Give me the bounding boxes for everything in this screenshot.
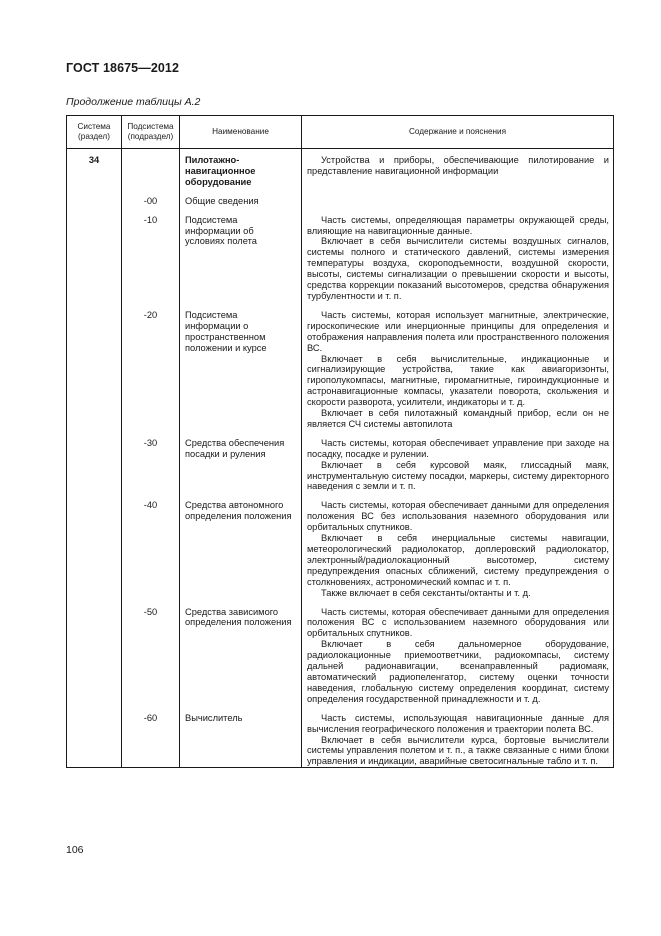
spacer-cell: [180, 705, 302, 713]
spacer-cell: [67, 430, 122, 438]
spacer-cell: [67, 492, 122, 500]
spacer-cell: [67, 188, 122, 196]
spacer-cell: [302, 599, 614, 607]
description-paragraph: Устройства и приборы, обеспечивающие пилотирование и представление навигационной информации: [307, 155, 609, 176]
spacer-cell: [122, 705, 180, 713]
cell-system-code: [67, 438, 122, 493]
cell-description: [302, 607, 614, 705]
spacer-cell: [302, 492, 614, 500]
name-text: Подсистема информации о пространственном положении и курсе: [185, 309, 267, 353]
name-text: Общие сведения: [185, 195, 259, 206]
name-text: Средства зависимого определения положения: [185, 606, 292, 628]
cell-description: [302, 713, 614, 768]
cell-name: [180, 438, 302, 493]
description-paragraph: Включает в себя вычислительные, индикационные и сигнализирующие устройства, такие как авиагоризонты, гирополукомпасы, магнитные, гиромагнитные, гироиндукционные и астронавигационные компасы, указатели поворота, скольжения и скорости разворота, усилители, индикаторы и т. д.: [307, 353, 609, 408]
cell-name: [180, 215, 302, 302]
cell-subsystem-code: -10: [122, 215, 180, 302]
row-spacer: [67, 207, 614, 215]
cell-description: [302, 149, 614, 188]
header-name: Наименование: [180, 116, 302, 149]
spacer-cell: [67, 705, 122, 713]
cell-description: [302, 438, 614, 493]
row-spacer: [67, 492, 614, 500]
cell-description: [302, 196, 614, 207]
page-number: 106: [66, 844, 84, 856]
cell-name: [180, 310, 302, 430]
cell-system-code: 34: [67, 149, 122, 188]
spacer-cell: [67, 302, 122, 310]
spacer-cell: [67, 207, 122, 215]
description-paragraph: Часть системы, которая обеспечивает данными для определения положения ВС с использованием наземного оборудования или орбитальных спутников.: [307, 606, 609, 639]
cell-subsystem-code: [122, 149, 180, 188]
table-row: [67, 607, 614, 705]
row-spacer: [67, 430, 614, 438]
cell-subsystem-code: -40: [122, 500, 180, 598]
table-row: [67, 500, 614, 598]
cell-system-code: [67, 310, 122, 430]
cell-system-code: [67, 607, 122, 705]
cell-system-code: [67, 500, 122, 598]
spacer-cell: [302, 705, 614, 713]
cell-description: [302, 310, 614, 430]
table-row: [67, 215, 614, 302]
cell-subsystem-code: -30: [122, 438, 180, 493]
table-body: [67, 149, 614, 768]
spacer-cell: [122, 492, 180, 500]
description-paragraph: Включает в себя дальномерное оборудование, радиолокационные приемоответчики, радиокомпасы, систему дальней радионавигации, всенаправленный радиомаяк, автоматический радиопеленгатор, систему оценки точности наведения, глобальную систему определения координат, систему определения государственной принадлежности и т. д.: [307, 639, 609, 704]
header-subsystem: Подсистема (подраздел): [122, 116, 180, 149]
spacer-cell: [302, 302, 614, 310]
spacer-cell: [122, 599, 180, 607]
cell-subsystem-code: -20: [122, 310, 180, 430]
spacer-cell: [180, 188, 302, 196]
table-row: [67, 149, 614, 188]
cell-system-code: [67, 713, 122, 768]
table-row: [67, 713, 614, 768]
name-text: Пилотажно-навигационное оборудование: [185, 155, 256, 187]
name-text: Вычислитель: [185, 712, 243, 723]
description-paragraph: Включает в себя вычислители системы воздушных сигналов, системы полного и статического давлений, системы измерения температуры воздуха, скороподъемности, воздушной скорости, высоты, системы сигнализации о превышении скорости и высоты, средства коррекции показаний высотомеров, средства обнаружения турбулентности и т. п.: [307, 236, 609, 301]
cell-subsystem-code: -00: [122, 196, 180, 207]
cell-name: [180, 196, 302, 207]
spacer-cell: [122, 302, 180, 310]
description-paragraph: Включает в себя пилотажный командный прибор, если он не является СЧ системы автопилота: [307, 408, 609, 429]
cell-name: [180, 713, 302, 768]
table-row: [67, 438, 614, 493]
description-paragraph: Часть системы, которая обеспечивает данными для определения положения ВС без использования наземного оборудования или орбитальных спутников.: [307, 500, 609, 533]
description-paragraph: Часть системы, использующая навигационные данные для вычисления географического положения и траектории полета ВС.: [307, 712, 609, 734]
row-spacer: [67, 302, 614, 310]
cell-name: [180, 149, 302, 188]
table-row: [67, 310, 614, 430]
description-paragraph: Включает в себя вычислители курса, бортовые вычислители системы управления полетом и т. п., а также связанные с ними блоки управления и индикации, аварийные светосигнальные табло и т. п.: [307, 734, 609, 767]
spacer-cell: [302, 430, 614, 438]
document-title: ГОСТ 18675—2012: [66, 61, 180, 75]
spacer-cell: [302, 188, 614, 196]
cell-description: [302, 215, 614, 302]
name-text: Средства обеспечения посадки и руления: [185, 437, 285, 459]
spacer-cell: [302, 207, 614, 215]
cell-system-code: [67, 215, 122, 302]
header-description: Содержание и пояснения: [302, 116, 614, 149]
spacer-cell: [122, 430, 180, 438]
spacer-cell: [180, 430, 302, 438]
cell-system-code: [67, 196, 122, 207]
table-row: [67, 196, 614, 207]
row-spacer: [67, 188, 614, 196]
cell-subsystem-code: -50: [122, 607, 180, 705]
name-text: Средства автономного определения положения: [185, 500, 292, 522]
classification-table: [66, 115, 614, 768]
description-paragraph: Часть системы, которая обеспечивает управление при заходе на посадку, посадке и рулении.: [307, 437, 609, 459]
cell-name: [180, 607, 302, 705]
spacer-cell: [67, 599, 122, 607]
row-spacer: [67, 705, 614, 713]
description-paragraph: Часть системы, которая использует магнитные, электрические, гироскопические или инерционные принципы для определения и отображения направления полета или пространственного положения ВС.: [307, 309, 609, 353]
spacer-cell: [180, 302, 302, 310]
table-header-row: [67, 116, 614, 149]
name-text: Подсистема информации об условиях полета: [185, 214, 257, 247]
description-paragraph: Включает в себя курсовой маяк, глиссадный маяк, инструментальную систему посадки, маркеры, систему директорного наведения с земли и т. п.: [307, 459, 609, 492]
cell-description: [302, 500, 614, 598]
row-spacer: [67, 599, 614, 607]
spacer-cell: [180, 207, 302, 215]
description-paragraph: Также включает в себя секстанты/октанты и т. д.: [321, 587, 531, 598]
spacer-cell: [180, 599, 302, 607]
cell-subsystem-code: -60: [122, 713, 180, 768]
description-paragraph: Часть системы, определяющая параметры окружающей среды, влияющие на навигационные данные.: [307, 214, 609, 236]
spacer-cell: [180, 492, 302, 500]
header-system: Система (раздел): [67, 116, 122, 149]
description-paragraph: Включает в себя инерциальные системы навигации, метеорологический радиолокатор, доплеровский радиолокатор, электронный/радиолокационный высотомер, систему предупреждения опасных сближений, систему предупреждения о столкновениях, астрономический компас и т. п.: [307, 533, 609, 587]
spacer-cell: [122, 188, 180, 196]
spacer-cell: [122, 207, 180, 215]
cell-name: [180, 500, 302, 598]
table-continuation-caption: Продолжение таблицы А.2: [66, 96, 201, 108]
